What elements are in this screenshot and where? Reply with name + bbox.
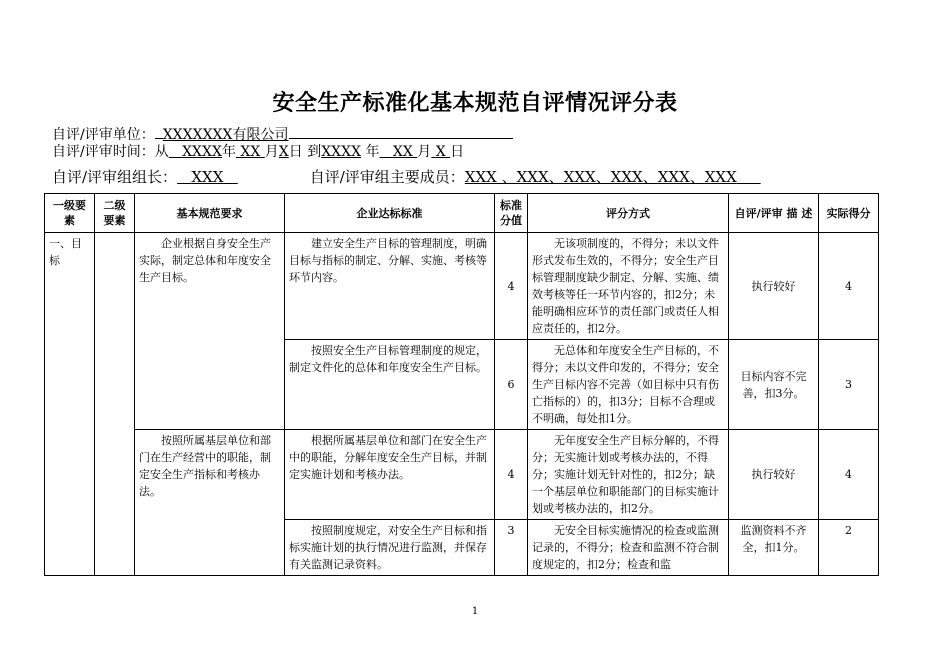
header-level1: 一级要素 <box>45 194 95 233</box>
leader-label: 自评/评审组组长： <box>52 168 178 186</box>
requirement-cell: 按照所属基层单位和部门在生产经营中的职能，制定安全生产指标和考核办法。 <box>135 430 285 576</box>
description-cell: 执行较好 <box>729 233 819 340</box>
level2-cell <box>95 233 135 576</box>
time-day-end: X <box>435 144 446 160</box>
header-requirement: 基本规范要求 <box>135 194 285 233</box>
method-cell: 无安全目标实施情况的检查或监测记录的，不得分；检查和监测不符合制度规定的，扣2分；检查和监 <box>528 520 729 576</box>
description-cell: 目标内容不完善，扣3分。 <box>729 340 819 430</box>
page-number: 1 <box>471 606 479 617</box>
time-month-end: XX <box>392 144 413 160</box>
description-cell: 执行较好 <box>729 430 819 520</box>
header-standard: 企业达标标准 <box>285 194 495 233</box>
standard-cell: 按照安全生产目标管理制度的规定，制定文件化的总体和年度安全生产目标。 <box>285 340 495 430</box>
time-year-start: XXXX <box>182 144 222 160</box>
time-year-end: XXXX <box>321 144 362 160</box>
document-title: 安全生产标准化基本规范自评情况评分表 <box>272 91 678 116</box>
score-table <box>44 193 879 576</box>
header-description: 自评/评审 描 述 <box>729 194 819 233</box>
unit-value: XXXXXXX有限公司 <box>162 127 289 143</box>
standard-cell: 根据所属基层单位和部门在安全生产中的职能，分解年度安全生产目标，并制定实施计划和考核办法。 <box>285 430 495 520</box>
table-row <box>45 233 879 340</box>
actual-score-cell: 4 <box>819 233 879 340</box>
members-value: XXX 、XXX、XXX、XXX、XXX、XXX <box>464 168 737 186</box>
method-cell: 无年度安全生产目标分解的，不得分；无实施计划或考核办法的，不得分；实施计划无针对性的，扣2分；缺一个基层单位和职能部门的目标实施计划或考核办法的，扣2分。 <box>528 430 729 520</box>
standard-cell: 按照制度规定，对安全生产目标和指标实施计划的执行情况进行监测，并保存有关监测记录资料。 <box>285 520 495 576</box>
time-day-start: X <box>278 144 289 160</box>
time-month-start: XX <box>240 144 261 160</box>
table-header-row <box>45 194 879 233</box>
header-actual: 实际得分 <box>819 194 879 233</box>
actual-score-cell: 2 <box>819 520 879 576</box>
members-label: 自评/评审组主要成员： <box>309 168 465 186</box>
score-cell: 6 <box>495 340 528 430</box>
header-method: 评分方式 <box>528 194 729 233</box>
requirement-cell: 企业根据自身安全生产实际，制定总体和年度安全生产目标。 <box>135 233 285 430</box>
method-cell: 无总体和年度安全生产目标的，不得分；未以文件印发的，不得分；安全生产目标内容不完善（如目标中只有伤亡指标的）的，扣3分；目标不合理或不明确，每处扣1分。 <box>528 340 729 430</box>
team-line <box>52 166 761 187</box>
level1-cell: 一、目标 <box>45 233 95 576</box>
score-cell: 3 <box>495 520 528 576</box>
time-line: 自评/评审时间：从 XXXX年 XX 月X日 到XXXX 年 XX 月 X 日 <box>52 144 465 160</box>
actual-score-cell: 4 <box>819 430 879 520</box>
leader-value: XXX <box>191 168 224 186</box>
score-cell: 4 <box>495 233 528 340</box>
method-cell: 无该项制度的，不得分；未以文件形式发布生效的，不得分；安全生产目标管理制度缺少制定、分解、实施、绩效考核等任一环节内容的，扣2分；未能明确相应环节的责任部门或责任人相应责任的，扣2分。 <box>528 233 729 340</box>
standard-cell: 建立安全生产目标的管理制度，明确目标与指标的制定、分解、实施、考核等环节内容。 <box>285 233 495 340</box>
header-level2: 二级要素 <box>95 194 135 233</box>
time-label: 自评/评审时间：从 <box>52 144 169 160</box>
table-row <box>45 430 879 520</box>
description-cell: 监测资料不齐全，扣1分。 <box>729 520 819 576</box>
actual-score-cell: 3 <box>819 340 879 430</box>
score-cell: 4 <box>495 430 528 520</box>
unit-label: 自评/评审单位： <box>52 127 155 143</box>
header-score: 标准分值 <box>495 194 528 233</box>
